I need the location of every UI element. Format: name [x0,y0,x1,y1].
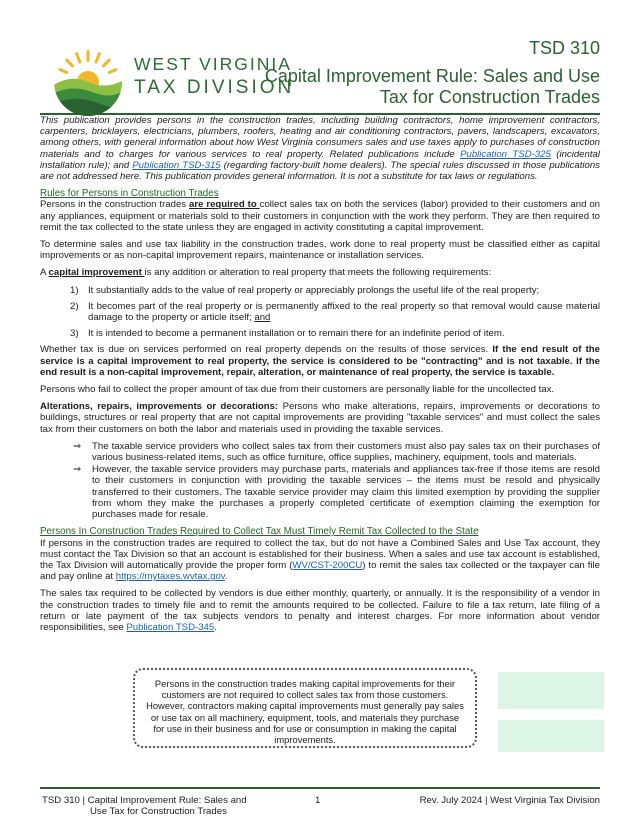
link-tsd-315[interactable]: Publication TSD-315 [132,159,221,171]
bullet-text: However, the taxable service providers may purchase parts, materials and appliances tax-free if those items are resold to their customers in conjunction with providing the taxable services – the items must be resold and physically transferred to their customers. The taxable service provider may claim this limited exemption by providing the supplier from whom they make the purchases a properly completed certificate of exemption claiming the exemption for purchases made for resale. [92,464,600,521]
text: . [224,571,228,583]
footer-rule [40,787,600,789]
section-heading-remit: Persons In Construction Trades Required to Collect Tax Must Timely Remit Tax Collected to the State [40,526,479,538]
paragraph-filing [40,588,600,633]
arrow-bullet-list [40,441,600,520]
callout-note: Persons in the construction trades making capital improvements for their customers are not required to collect sales tax from those customers. However, contractors making capital improvements must generally pay sales or use tax on all machinery, equipment, tools, and materials they purchase for use in their business and for use or consumption in making the capital improvements. [133,668,477,748]
document-number: TSD 310 [528,38,600,58]
text: A [40,267,49,279]
text: is any addition or alteration to real property that meets the following requirements: [144,267,492,279]
org-name-line2: TAX DIVISION [134,77,295,98]
text: collect sales tax on both the services (labor) provided to their customers and on any appliances, equipment or materials sold to their customers in conjunction with the work they perform. They are then required to remit the tax collected to the state unless they are engaged in activity constituting a capital improvement. [40,199,601,233]
section-heading-rules: Rules for Persons in Construction Trades [40,188,219,200]
requirement-item [40,328,600,339]
text: Persons who make alterations, repairs, improvements or decorations to buildings, structures or real property that are not capital improvements are providing "taxable services" and must collect the sales tax from their customers on both the labor and materials used in providing the taxable services. [40,401,600,435]
text: ) to remit the sales tax collected or the taxpayer can file and pay online at [40,559,600,583]
paragraph-classification: To determine sales and use tax liability in the construction trades, work done to real property must be classified either as capital improvements or as non-capital improvement repairs, maintenance or installation services. [40,239,600,262]
link-wv-cst-200cu[interactable]: WV/CST-200CU [292,559,363,571]
bullet-text: The taxable service providers who collect sales tax from their customers must also pay sales tax on their purchases of various business-related items, such as office furniture, office supplies, machinery, equipment, tools and materials. [92,440,600,464]
footer-revision: Rev. July 2024 | West Virginia Tax Division [419,795,600,806]
intro-text: (incidental installation rule); and [40,148,600,171]
org-name-line1: WEST VIRGINIA [134,54,292,74]
requirement-item [40,285,600,296]
arrow-icon: ⇒ [73,464,82,476]
paragraph-liability: Persons who fail to collect the proper amount of tax due from their customers are personally liable for the uncollected tax. [40,384,555,396]
text: Whether tax is due on services performed on real property depends on the results of those services. [40,344,493,356]
arrow-bullet-item [40,441,600,463]
item-number: 1) [70,284,79,296]
emphasis-end-result: If the end result of the service is a capital improvement to real property, the service is considered to be "contracting" and is not taxable. If the end result is a non-capital improvement, repair, alteration, or maintenance of real property, the service is taxable. [40,344,600,378]
item-text: It becomes part of the real property or is permanently affixed to the real property so that removal would cause material damage to the property or article itself; [88,300,600,324]
text: The sales tax required to be collected by vendors is due either monthly, quarterly, or annually. It is the responsibility of a vendor in the construction trades to timely file and to remit the amounts required to be collected. Failure to file a tax return, late filing of a return or late payment of the tax subjects vendors to penalty and interest charges. For more information about vendor responsibilities, see [40,588,600,633]
item-text: It is intended to become a permanent installation or to remain there for an indefinite period of item. [88,328,505,340]
footer-title-line1: TSD 310 | Capital Improvement Rule: Sales and [42,795,247,806]
footer-doc-title [42,795,247,817]
arrow-icon: ⇒ [73,440,82,452]
link-tsd-345[interactable]: Publication TSD-345 [126,621,215,633]
intro-text: (regarding factory-built home dealers). The special rules discussed in those publications are not addressed here. This publication provides general information. It is not a substitute for tax laws or regulations. [40,159,600,183]
emphasis-required: are required to [189,199,260,211]
main-content [40,115,600,639]
wv-tax-division-logo [52,46,124,118]
paragraph-account [40,538,600,583]
requirements-list [40,285,600,340]
page-number: 1 [315,795,321,806]
link-tsd-325[interactable]: Publication TSD-325 [460,148,551,160]
term-alterations: Alterations, repairs, improvements or decorations: [40,401,279,413]
item-text: It substantially adds to the value of real property or appreciably prolongs the useful life of the real property; [88,284,540,296]
text: Persons in the construction trades [40,199,190,211]
decorative-green-block [498,672,604,709]
arrow-bullet-item [40,464,600,520]
paragraph-collect-tax [40,199,600,233]
footer-title-line2: Use Tax for Construction Trades [90,806,227,817]
intro-text: This publication provides persons in the construction trades, including building contractors, home improvement contractors, carpenters, bricklayers, electricians, plumbers, roofers, heating and air conditioning contractors, pavers, landscapers, excavators, among others, with general information about how West Virginia consumers sales and use taxes apply to purchases of construction materials and to charges for various services to real property. Related publications include [40,115,600,160]
paragraph-capital-improvement-def [40,267,600,278]
requirement-item [40,301,600,323]
document-title: Capital Improvement Rule: Sales and Use Tax for Construction Trades [264,66,600,107]
item-number: 2) [70,300,79,312]
item-and: and [254,312,271,324]
link-mytaxes[interactable]: https://mytaxes.wvtax.gov [115,571,225,583]
paragraph-end-result [40,344,600,378]
item-number: 3) [70,328,79,340]
text: If persons in the construction trades are required to collect the tax, but do not have a Combined Sales and Use Tax account, they must contact the Tax Division so that an account is established for their business. When a sales and use tax account is established, the Tax Division will automatically provide the proper form ( [40,537,600,571]
term-capital-improvement: capital improvement [48,267,145,279]
decorative-green-block [498,720,604,752]
paragraph-alterations [40,401,600,435]
intro-paragraph [40,115,600,182]
text: . [214,621,217,633]
